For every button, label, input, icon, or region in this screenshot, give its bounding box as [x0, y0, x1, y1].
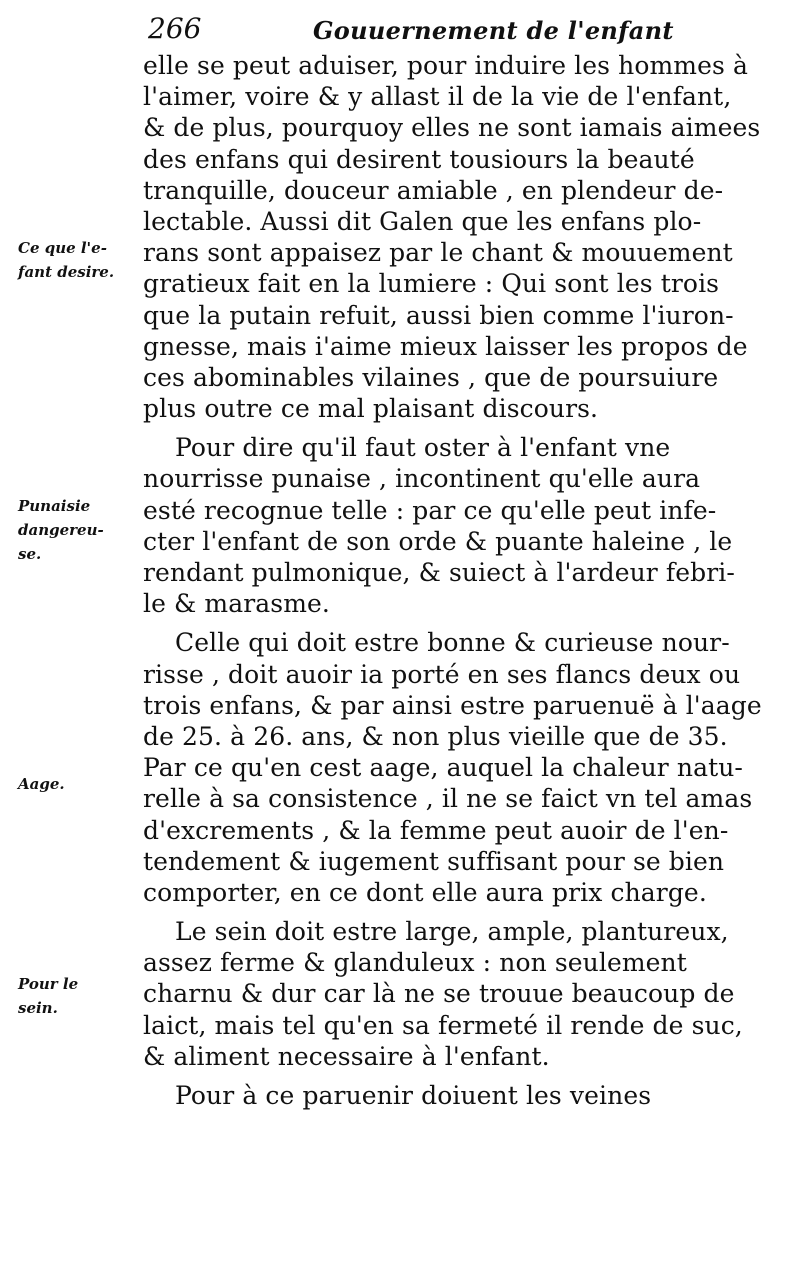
text-line: lectable. Aussi dit Galen que les enfans plo-: [143, 206, 702, 236]
margin-note-line: se.: [18, 545, 42, 563]
text-line: rendant pulmonique, & suiect à l'ardeur febri-: [143, 558, 735, 587]
text-line: tendement & iugement suffisant pour se bien: [143, 846, 725, 876]
paragraph-start-line: Le sein doit estre large, ample, plantureux,: [175, 917, 729, 947]
margin-note-aage: [18, 772, 148, 796]
text-line: nourrisse punaise , incontinent qu'elle aura: [143, 464, 701, 494]
text-line: tranquille, douceur amiable , en plendeur de-: [143, 175, 724, 205]
text-line: trois enfans, & par ainsi estre paruenuë à l'aage: [143, 690, 762, 720]
text-line: laict, mais tel qu'en sa fermeté il rende de suc,: [143, 1010, 743, 1040]
paragraph-start-line: Celle qui doit estre bonne & curieuse nour-: [175, 628, 730, 658]
text-line: elle se peut aduiser, pour induire les hommes à: [143, 51, 748, 80]
margin-note-line: fant desire.: [18, 263, 115, 281]
text-line: d'excrements , & la femme peut auoir de l'en-: [143, 815, 729, 845]
text-line: que la putain refuit, aussi bien comme l'iuron-: [143, 300, 734, 330]
text-line: relle à sa consistence , il ne se faict vn tel amas: [143, 784, 753, 814]
text-line: l'aimer, voire & y allast il de la vie de l'enfant,: [143, 82, 732, 112]
body-text: [143, 50, 762, 1111]
text-line: plus outre ce mal plaisant discours.: [143, 394, 599, 424]
running-head: Gouuernement de l'enfant: [313, 16, 674, 45]
text-line: & de plus, pourquoy elles ne sont iamais aimees: [143, 113, 761, 143]
text-line: charnu & dur car là ne se trouue beaucoup de: [143, 979, 735, 1009]
text-line: assez ferme & glanduleux : non seulement: [143, 948, 687, 978]
text-line: comporter, en ce dont elle aura prix charge.: [143, 877, 707, 907]
margin-note-line: Pour le: [18, 975, 79, 993]
text-line: rans sont appaisez par le chant & mouuement: [143, 238, 733, 268]
text-line: cter l'enfant de son orde & puante haleine , le: [143, 526, 733, 556]
text-line: & aliment necessaire à l'enfant.: [143, 1041, 550, 1071]
margin-note-line: Ce que l'e-: [18, 239, 107, 257]
margin-note-desire: [18, 236, 148, 284]
page-header: [148, 12, 708, 52]
margin-note-line: dangereu-: [18, 521, 104, 539]
paragraph-start-line: Pour dire qu'il faut oster à l'enfant vne: [175, 433, 671, 463]
text-line: gratieux fait en la lumiere : Qui sont les trois: [143, 269, 720, 299]
text-line: le & marasme.: [143, 589, 330, 619]
text-line: gnesse, mais i'aime mieux laisser les propos de: [143, 331, 748, 361]
text-line: Par ce qu'en cest aage, auquel la chaleur natu-: [143, 753, 743, 783]
margin-note-line: Aage.: [18, 775, 65, 793]
text-line: des enfans qui desirent tousiours la beauté: [143, 144, 695, 174]
margin-note-line: Punaisie: [18, 497, 91, 515]
text-line: ces abominables vilaines , que de poursuiure: [143, 362, 719, 392]
margin-note-sein: [18, 972, 148, 1020]
text-line: esté recognue telle : par ce qu'elle peut infe-: [143, 495, 717, 525]
text-line: risse , doit auoir ia porté en ses flancs deux ou: [143, 659, 741, 689]
margin-note-punaisie: [18, 494, 148, 566]
margin-note-line: sein.: [18, 999, 58, 1017]
text-line: de 25. à 26. ans, & non plus vieille que de 35.: [143, 721, 728, 751]
page-number: 266: [148, 12, 202, 45]
paragraph-start-line: Pour à ce paruenir doiuent les veines: [175, 1081, 652, 1110]
